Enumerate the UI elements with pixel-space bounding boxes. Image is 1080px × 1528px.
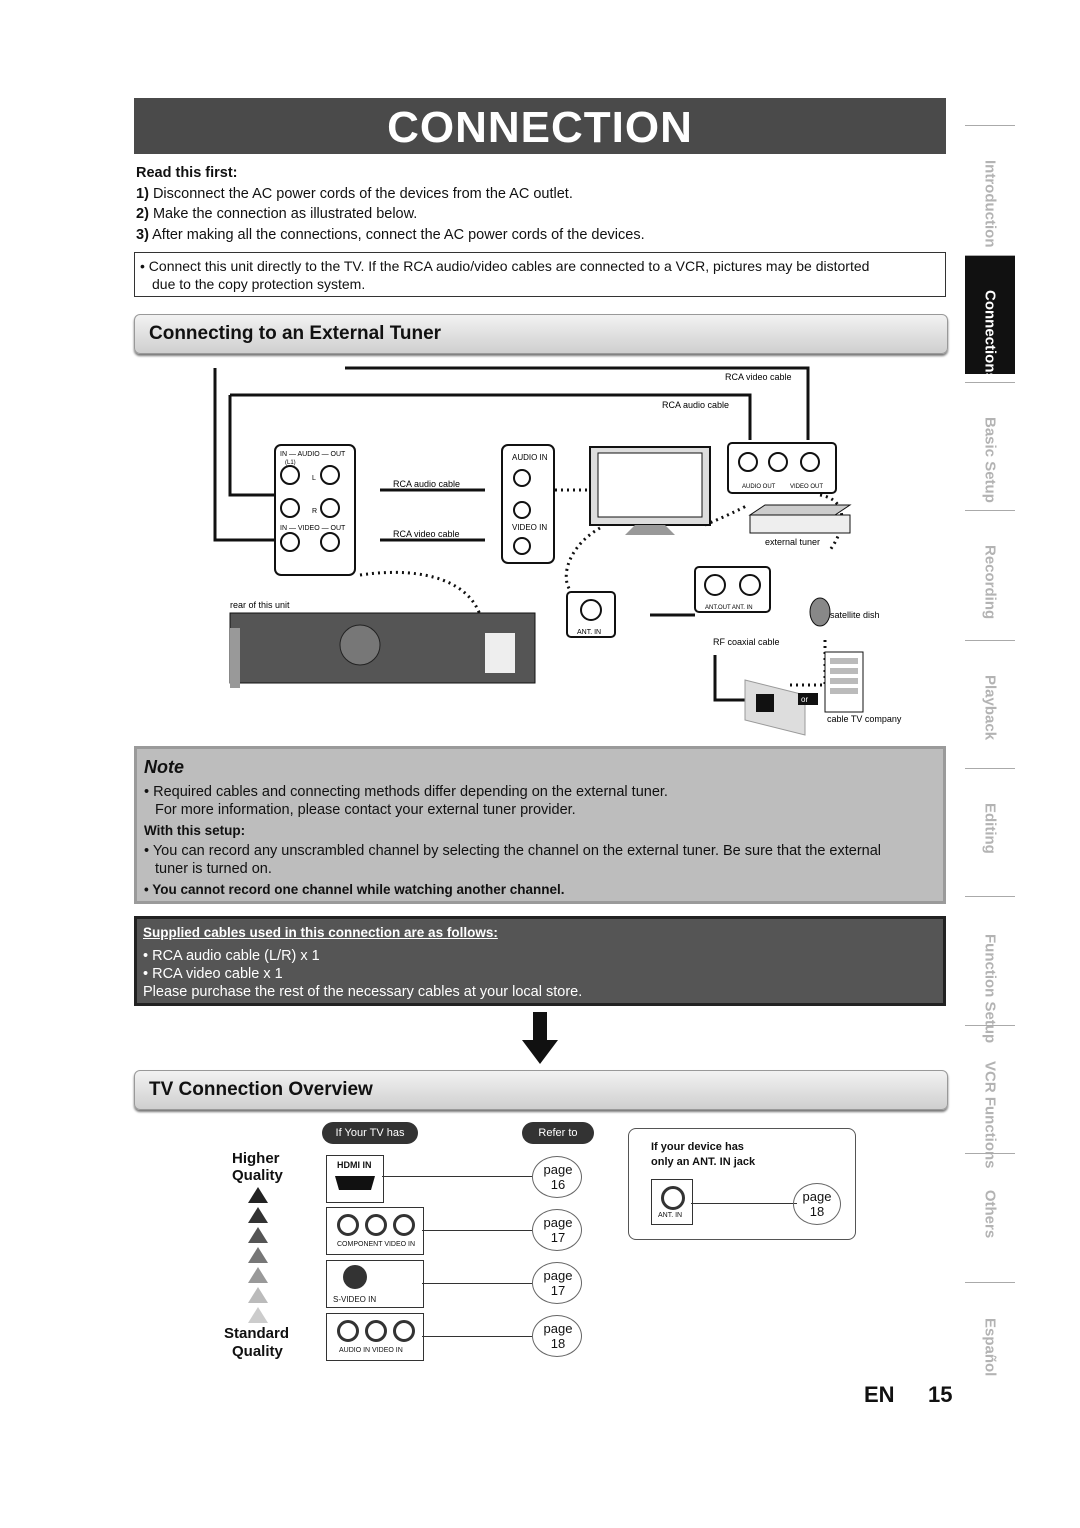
page-ref-18 (536, 1321, 580, 1351)
page-ref-oval (532, 1262, 582, 1304)
step-1-text: Disconnect the AC power cords of the devices from the AC outlet. (152, 186, 573, 202)
page-ref-17b (536, 1268, 580, 1298)
page-ref-oval (793, 1183, 841, 1225)
tab-connections-label: Connections (981, 290, 999, 381)
tab-vcr-functions-label: VCR Functions (981, 1061, 999, 1169)
supplied-footer: Please purchase the rest of the necessary cables at your local store. (143, 984, 583, 1000)
note-box (134, 746, 946, 904)
video-in-out-label: IN — VIDEO — OUT (280, 525, 346, 532)
or-label: or (801, 695, 809, 704)
notice-line-2: due to the copy protection system. (152, 276, 366, 292)
page-ref-oval (532, 1209, 582, 1251)
tab-espanol-label: Español (981, 1318, 999, 1377)
tab-others-label: Others (981, 1189, 999, 1239)
tab-editing-label: Editing (981, 803, 999, 854)
composite-jack (326, 1313, 424, 1361)
connector-line (422, 1283, 532, 1284)
rf-coaxial-label: RF coaxial cable (713, 637, 780, 647)
ant-in-jack (651, 1179, 693, 1225)
footer-page-number: 15 (928, 1382, 953, 1407)
s-video-jack (326, 1260, 424, 1308)
quality-triangle (248, 1247, 268, 1263)
ant-in-label: ANT. IN (577, 629, 602, 636)
jack-icon (393, 1320, 415, 1342)
tab-playback-label: Playback (981, 675, 999, 741)
component-jack (326, 1207, 424, 1255)
note-line-2: For more information, please contact your external tuner provider. (155, 802, 576, 818)
tab-introduction-label: Introduction (981, 160, 999, 248)
hdmi-jack (326, 1155, 384, 1203)
audio-in-out-label: IN — AUDIO — OUT (280, 451, 346, 458)
section-header-tv-overview (134, 1070, 948, 1110)
quality-triangle (248, 1307, 268, 1323)
tab-recording-label: Recording (981, 545, 999, 620)
standard-label: Standard (224, 1325, 290, 1342)
audio-in-label: AUDIO IN (512, 453, 548, 462)
connector-line (382, 1176, 532, 1177)
page-word: page (543, 1268, 573, 1283)
s-video-port-icon (343, 1265, 367, 1289)
higher-quality-label: Quality (232, 1167, 283, 1184)
l-label: L (312, 475, 316, 482)
if-tv-has-pill: If Your TV has (322, 1122, 418, 1144)
rca-video-cable-label: RCA video cable (393, 529, 460, 539)
notice-line-1: • Connect this unit directly to the TV. If the RCA audio/video cables are connected to a VCR, pictures may be distorted (140, 258, 870, 274)
connector-line (422, 1230, 532, 1231)
quality-triangle (248, 1227, 268, 1243)
copy-protection-notice (134, 252, 946, 297)
section-title-external-tuner: Connecting to an External Tuner (149, 323, 442, 344)
step-3-text: After making all the connections, connect the AC power cords of the devices. (152, 227, 645, 243)
s-video-label: S-VIDEO IN (333, 1295, 377, 1304)
quality-triangle (248, 1287, 268, 1303)
page-word: page (543, 1321, 573, 1336)
quality-triangle (248, 1267, 268, 1283)
component-label: COMPONENT VIDEO IN (337, 1241, 416, 1248)
page-number-16: 16 (550, 1177, 566, 1192)
device-line-2: only an ANT. IN jack (651, 1156, 756, 1168)
jack-icon (337, 1320, 359, 1342)
device-line-1: If your device has (651, 1141, 744, 1153)
page-number-17b: 17 (550, 1283, 566, 1298)
rear-of-unit-label: rear of this unit (230, 600, 290, 610)
page-word: page (543, 1215, 573, 1230)
footer-lang: EN (864, 1382, 895, 1407)
tab-vcr-functions[interactable] (965, 1025, 1015, 1169)
step-3 (136, 225, 645, 245)
tab-function-setup-label: Function Setup (981, 934, 999, 1044)
supplied-heading: Supplied cables used in this connection are as follows: (143, 925, 498, 940)
jack-icon (337, 1214, 359, 1236)
section-title-tv-overview: TV Connection Overview (149, 1079, 373, 1100)
cable-tv-label: cable TV company (827, 714, 902, 724)
coax-port-icon (661, 1186, 685, 1210)
device-ant-in-label: ANT. IN (658, 1212, 683, 1219)
supplied-item-2: • RCA video cable x 1 (143, 966, 283, 982)
video-in-label: VIDEO IN (512, 523, 548, 532)
page-ref-oval (532, 1315, 582, 1357)
supplied-item-1: • RCA audio cable (L/R) x 1 (143, 948, 320, 964)
r-label: R (312, 508, 318, 515)
tab-espanol[interactable] (965, 1282, 1015, 1403)
tab-playback[interactable] (965, 640, 1015, 759)
tab-basic-setup[interactable] (965, 382, 1015, 501)
tab-recording[interactable] (965, 510, 1015, 629)
step-2 (136, 204, 417, 224)
supplied-cables-box (134, 916, 946, 1006)
device-page-number: 18 (809, 1204, 825, 1219)
page-ref-17a (536, 1215, 580, 1245)
with-setup-heading: With this setup: (144, 823, 246, 838)
jack-icon (365, 1320, 387, 1342)
step-2-text: Make the connection as illustrated below. (152, 206, 418, 222)
note-line-3: • You can record any unscrambled channel by selecting the channel on the external tuner. Be sure that the external (144, 843, 882, 859)
note-line-1: • Required cables and connecting methods differ depending on the external tuner. (144, 784, 668, 800)
jack-icon (393, 1214, 415, 1236)
quality-triangle (248, 1207, 268, 1223)
hdmi-port-icon (335, 1176, 375, 1190)
step-3-num: 3) (136, 227, 149, 243)
note-title: Note (144, 757, 184, 777)
audio-out-label: AUDIO OUT (742, 484, 776, 490)
connector-line (422, 1336, 532, 1337)
l1-label: (L1) (285, 460, 296, 466)
satellite-dish-label: satellite dish (830, 610, 880, 620)
tab-connections[interactable] (965, 255, 1015, 381)
page-ref-oval (532, 1156, 582, 1198)
ant-out-in-label: ANT.OUT ANT. IN (705, 605, 753, 611)
tab-editing[interactable] (965, 768, 1015, 887)
rca-video-cable-top-label: RCA video cable (725, 372, 792, 382)
page-number-17a: 17 (550, 1230, 566, 1245)
note-line-4: tuner is turned on. (155, 861, 272, 877)
refer-to-pill: Refer to (522, 1122, 594, 1144)
tab-function-setup[interactable] (965, 896, 1015, 1044)
page-word: page (802, 1189, 832, 1204)
rca-audio-cable-label: RCA audio cable (393, 479, 461, 489)
external-tuner-label: external tuner (765, 537, 821, 547)
step-1 (136, 184, 573, 204)
tab-others[interactable] (965, 1153, 1015, 1274)
higher-label: Higher (232, 1150, 280, 1167)
page-title: CONNECTION (134, 98, 946, 154)
tab-introduction[interactable] (965, 125, 1015, 248)
connection-diagram (130, 360, 902, 745)
tab-basic-setup-label: Basic Setup (981, 417, 999, 503)
down-arrow-icon (520, 1010, 560, 1066)
page-word: page (543, 1162, 573, 1177)
step-2-num: 2) (136, 206, 149, 222)
page-number-18: 18 (550, 1336, 566, 1351)
quality-triangle (248, 1187, 268, 1203)
rca-audio-cable-top-label: RCA audio cable (662, 400, 730, 410)
device-page-ref (797, 1189, 837, 1219)
ant-in-only-box (628, 1128, 856, 1240)
audio-video-in-label: AUDIO IN VIDEO IN (339, 1347, 403, 1354)
jack-icon (365, 1214, 387, 1236)
hdmi-in-label: HDMI IN (337, 1160, 372, 1170)
page-ref-16 (536, 1162, 580, 1192)
connector-line (691, 1203, 797, 1204)
read-first-heading: Read this first: (136, 165, 238, 181)
note-warning: • You cannot record one channel while watching another channel. (144, 882, 565, 897)
video-out-label: VIDEO OUT (790, 484, 824, 490)
section-header-external-tuner (134, 314, 948, 354)
step-1-num: 1) (136, 186, 149, 202)
standard-quality-label: Quality (232, 1343, 283, 1360)
